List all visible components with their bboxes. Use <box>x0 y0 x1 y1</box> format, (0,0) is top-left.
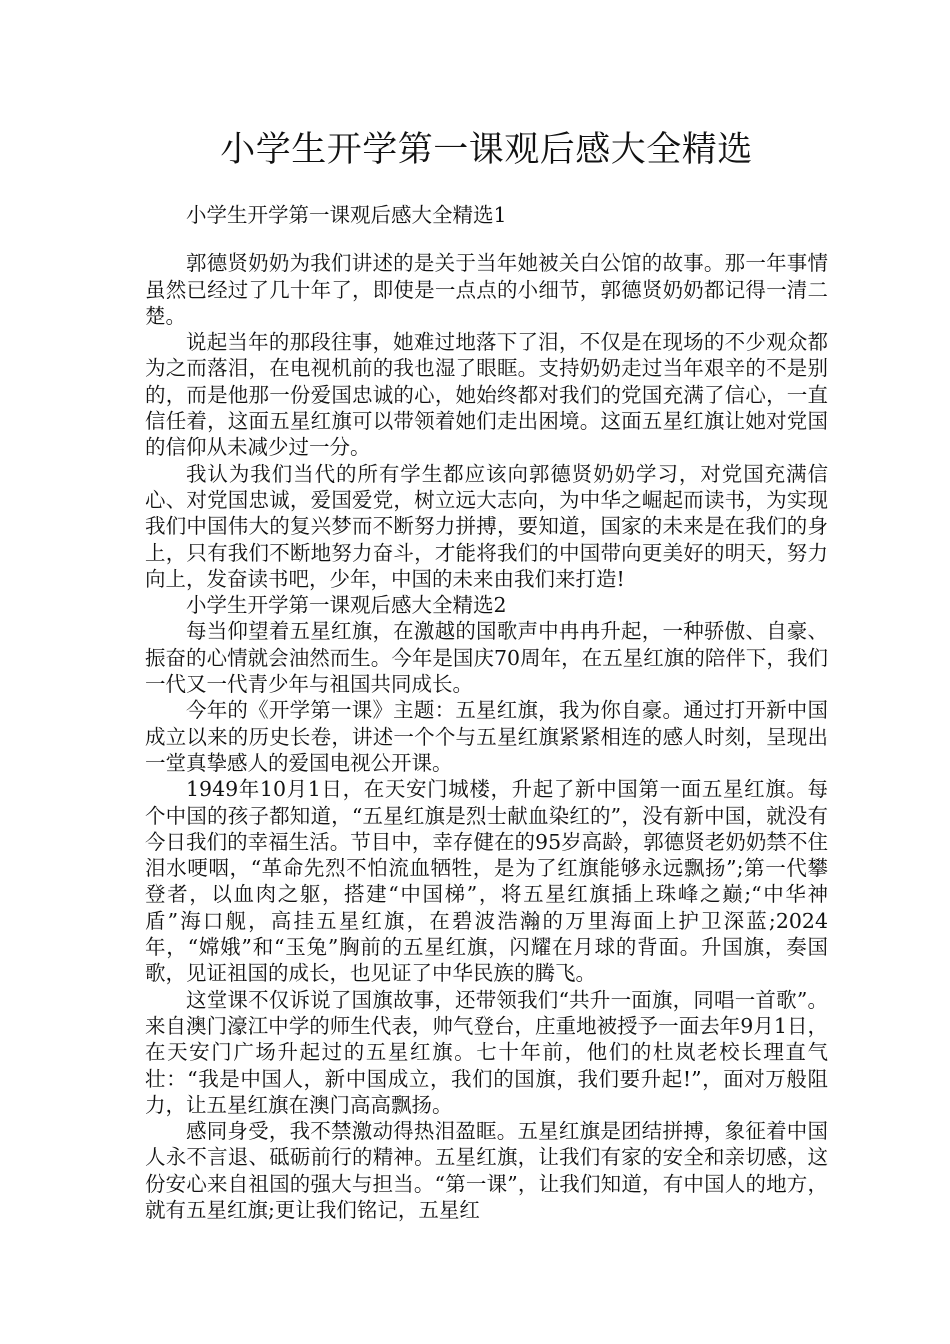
section-heading-1: 小学生开学第一课观后感大全精选1 <box>186 203 507 227</box>
section-heading-2: 小学生开学第一课观后感大全精选2 <box>186 593 507 618</box>
paragraph: 今年的《开学第一课》主题：五星红旗，我为你自豪。通过打开新中国成立以来的历史长卷，讲述一个个与五星红旗紧紧相连的感人时刻，呈现出一堂真挚感人的爱国电视公开课。 <box>145 698 828 775</box>
document-page <box>145 120 828 1223</box>
paragraph: 这堂课不仅诉说了国旗故事，还带领我们“共升一面旗，同唱一首歌”。来自澳门濠江中学的师生代表，帅气登台，庄重地被授予一面去年9月1日，在天安门广场升起过的五星红旗。七十年前，他们的杜岚老校长理直气壮：“我是中国人，新中国成立，我们的国旗，我们要升起!”，面对万般阻力，让五星红旗在澳门高高飘扬。 <box>145 987 828 1117</box>
document-title: 小学生开学第一课观后感大全精选 <box>220 130 753 170</box>
paragraph: 每当仰望着五星红旗，在激越的国歌声中冉冉升起，一种骄傲、自豪、振奋的心情就会油然而生。今年是国庆70周年，在五星红旗的陪伴下，我们一代又一代青少年与祖国共同成长。 <box>145 619 828 697</box>
paragraph: 说起当年的那段往事，她难过地落下了泪，不仅是在现场的不少观众都为之而落泪，在电视机前的我也湿了眼眶。支持奶奶走过当年艰辛的不是别的，而是他那一份爱国忠诚的心，她始终都对我们的党国充满了信心，一直信任着，这面五星红旗可以带领着她们走出困境。这面五星红旗让她对党国的信仰从未减少过一分。 <box>145 330 828 460</box>
paragraph: 1949年10月1日，在天安门城楼，升起了新中国第一面五星红旗。每个中国的孩子都知道，“五星红旗是烈士献血染红的”，没有新中国，就没有今日我们的幸福生活。节目中，幸存健在的95岁高龄，郭德贤老奶奶禁不住泪水哽咽，“革命先烈不怕流血牺牲，是为了红旗能够永远飘扬”;第一代攀登者，以血肉之躯，搭建“中国梯”，将五星红旗插上珠峰之巅;“中华神盾”海口舰，高挂五星红旗，在碧波浩瀚的万里海面上护卫深蓝;2024年，“嫦娥”和“玉兔”胸前的五星红旗，闪耀在月球的背面。升国旗，奏国歌，见证祖国的成长，也见证了中华民族的腾飞。 <box>145 777 828 986</box>
paragraph: 郭德贤奶奶为我们讲述的是关于当年她被关白公馆的故事。那一年事情虽然已经过了几十年了，即使是一点点的小细节，郭德贤奶奶都记得一清二楚。 <box>145 251 828 328</box>
paragraph: 感同身受，我不禁激动得热泪盈眶。五星红旗是团结拼搏，象征着中国人永不言退、砥砺前行的精神。五星红旗，让我们有家的安全和亲切感，这份安心来自祖国的强大与担当。“第一课”，让我们知道，有中国人的地方，就有五星红旗;更让我们铭记，五星红 <box>145 1119 828 1222</box>
paragraph: 我认为我们当代的所有学生都应该向郭德贤奶奶学习，对党国充满信心、对党国忠诚，爱国爱党，树立远大志向，为中华之崛起而读书，为实现我们中国伟大的复兴梦而不断努力拼搏，要知道，国家的未来是在我们的身上，只有我们不断地努力奋斗，才能将我们的中国带向更美好的明天，努力向上，发奋读书吧，少年，中国的未来由我们来打造! <box>145 461 828 591</box>
